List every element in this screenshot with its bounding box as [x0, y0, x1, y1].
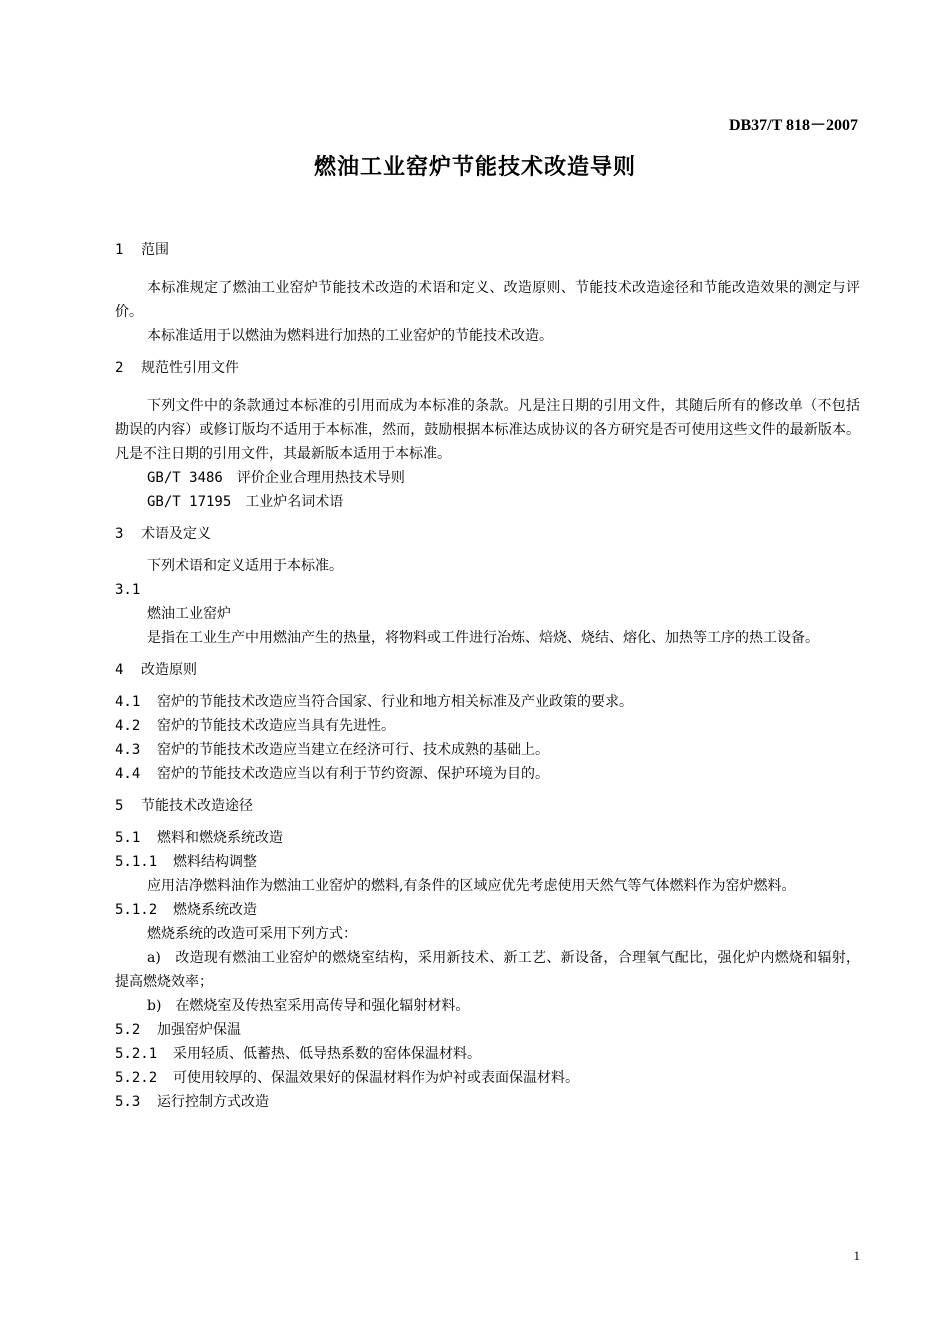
clause-item: 5.2.1 采用轻质、低蓄热、低导热系数的窑体保温材料。	[115, 1046, 481, 1062]
clause-item: 5.2.2 可使用较厚的、保温效果好的保温材料作为炉衬或表面保温材料。	[115, 1070, 579, 1086]
paragraph: 本标准规定了燃油工业窑炉节能技术改造的术语和定义、改造原则、节能技术改造途径和节能改造效果的测定与评价。	[115, 280, 860, 320]
section-title: 规范性引用文件	[141, 360, 239, 376]
section-number: 2	[115, 360, 124, 376]
section-title: 范围	[141, 242, 169, 258]
clause-item: 4.3 窑炉的节能技术改造应当建立在经济可行、技术成熟的基础上。	[115, 742, 549, 758]
paragraph: 下列术语和定义适用于本标准。	[147, 558, 343, 574]
page-number: 1	[853, 1248, 860, 1263]
paragraph: 本标准适用于以燃油为燃料进行加热的工业窑炉的节能技术改造。	[147, 328, 553, 344]
term-name: 燃油工业窑炉	[147, 606, 231, 622]
section-heading-3	[115, 522, 860, 546]
section-number: 1	[115, 242, 124, 258]
document-body	[115, 238, 860, 1114]
subsection-heading-5-2: 5.2 加强窑炉保温	[115, 1022, 241, 1038]
section-number: 3	[115, 526, 124, 542]
paragraph: 下列文件中的条款通过本标准的引用而成为本标准的条款。凡是注日期的引用文件，其随后所有的修改单（不包括勘误的内容）或修订版均不适用于本标准，然而，鼓励根据本标准达成协议的各方研究是否可使用这些文件的最新版本。凡是不注日期的引用文件，其最新版本适用于本标准。	[115, 398, 860, 462]
subsection-heading-5-1-2: 5.1.2 燃烧系统改造	[115, 902, 257, 918]
clause-item: 4.1 窑炉的节能技术改造应当符合国家、行业和地方相关标准及产业政策的要求。	[115, 694, 633, 710]
clause-item: 4.2 窑炉的节能技术改造应当具有先进性。	[115, 718, 395, 734]
reference-code: GB/T 3486	[147, 470, 223, 486]
section-number: 5	[115, 798, 124, 814]
section-heading-5	[115, 794, 860, 818]
section-number: 4	[115, 662, 124, 678]
term-number: 3.1	[115, 582, 141, 598]
reference-name: 评价企业合理用热技术导则	[236, 470, 405, 486]
subsection-heading-5-1: 5.1 燃料和燃烧系统改造	[115, 830, 283, 846]
reference-code: GB/T 17195	[147, 494, 232, 510]
paragraph: 燃烧系统的改造可采用下列方式：	[147, 926, 357, 942]
section-heading-1	[115, 238, 860, 262]
standard-code: DB37/T 818－2007	[728, 117, 858, 134]
reference-name: 工业炉名词术语	[245, 494, 344, 510]
document-title: 燃油工业窑炉节能技术改造导则	[313, 155, 636, 180]
subsection-heading-5-1-1: 5.1.1 燃料结构调整	[115, 854, 257, 870]
section-title: 改造原则	[141, 662, 197, 678]
clause-item: 4.4 窑炉的节能技术改造应当以有利于节约资源、保护环境为目的。	[115, 766, 549, 782]
section-heading-4	[115, 658, 860, 682]
subsection-heading-5-3: 5.3 运行控制方式改造	[115, 1094, 269, 1110]
reference-item	[115, 466, 860, 490]
section-title: 节能技术改造途径	[141, 798, 253, 814]
term-definition: 是指在工业生产中用燃油产生的热量，将物料或工件进行冶炼、焙烧、烧结、熔化、加热等工序的热工设备。	[147, 630, 819, 646]
paragraph: 应用洁净燃料油作为燃油工业窑炉的燃料,有条件的区域应优先考虑使用天然气等气体燃料作为窑炉燃料。	[147, 878, 796, 894]
reference-item	[115, 490, 860, 514]
section-title: 术语及定义	[141, 526, 211, 542]
section-heading-2	[115, 356, 860, 380]
list-item-b: b) 在燃烧室及传热室采用高传导和强化辐射材料。	[147, 998, 470, 1014]
list-item-a: a) 改造现有燃油工业窑炉的燃烧室结构，采用新技术、新工艺、新设备，合理氧气配比，强化炉内燃烧和辐射，提高燃烧效率；	[115, 950, 860, 990]
